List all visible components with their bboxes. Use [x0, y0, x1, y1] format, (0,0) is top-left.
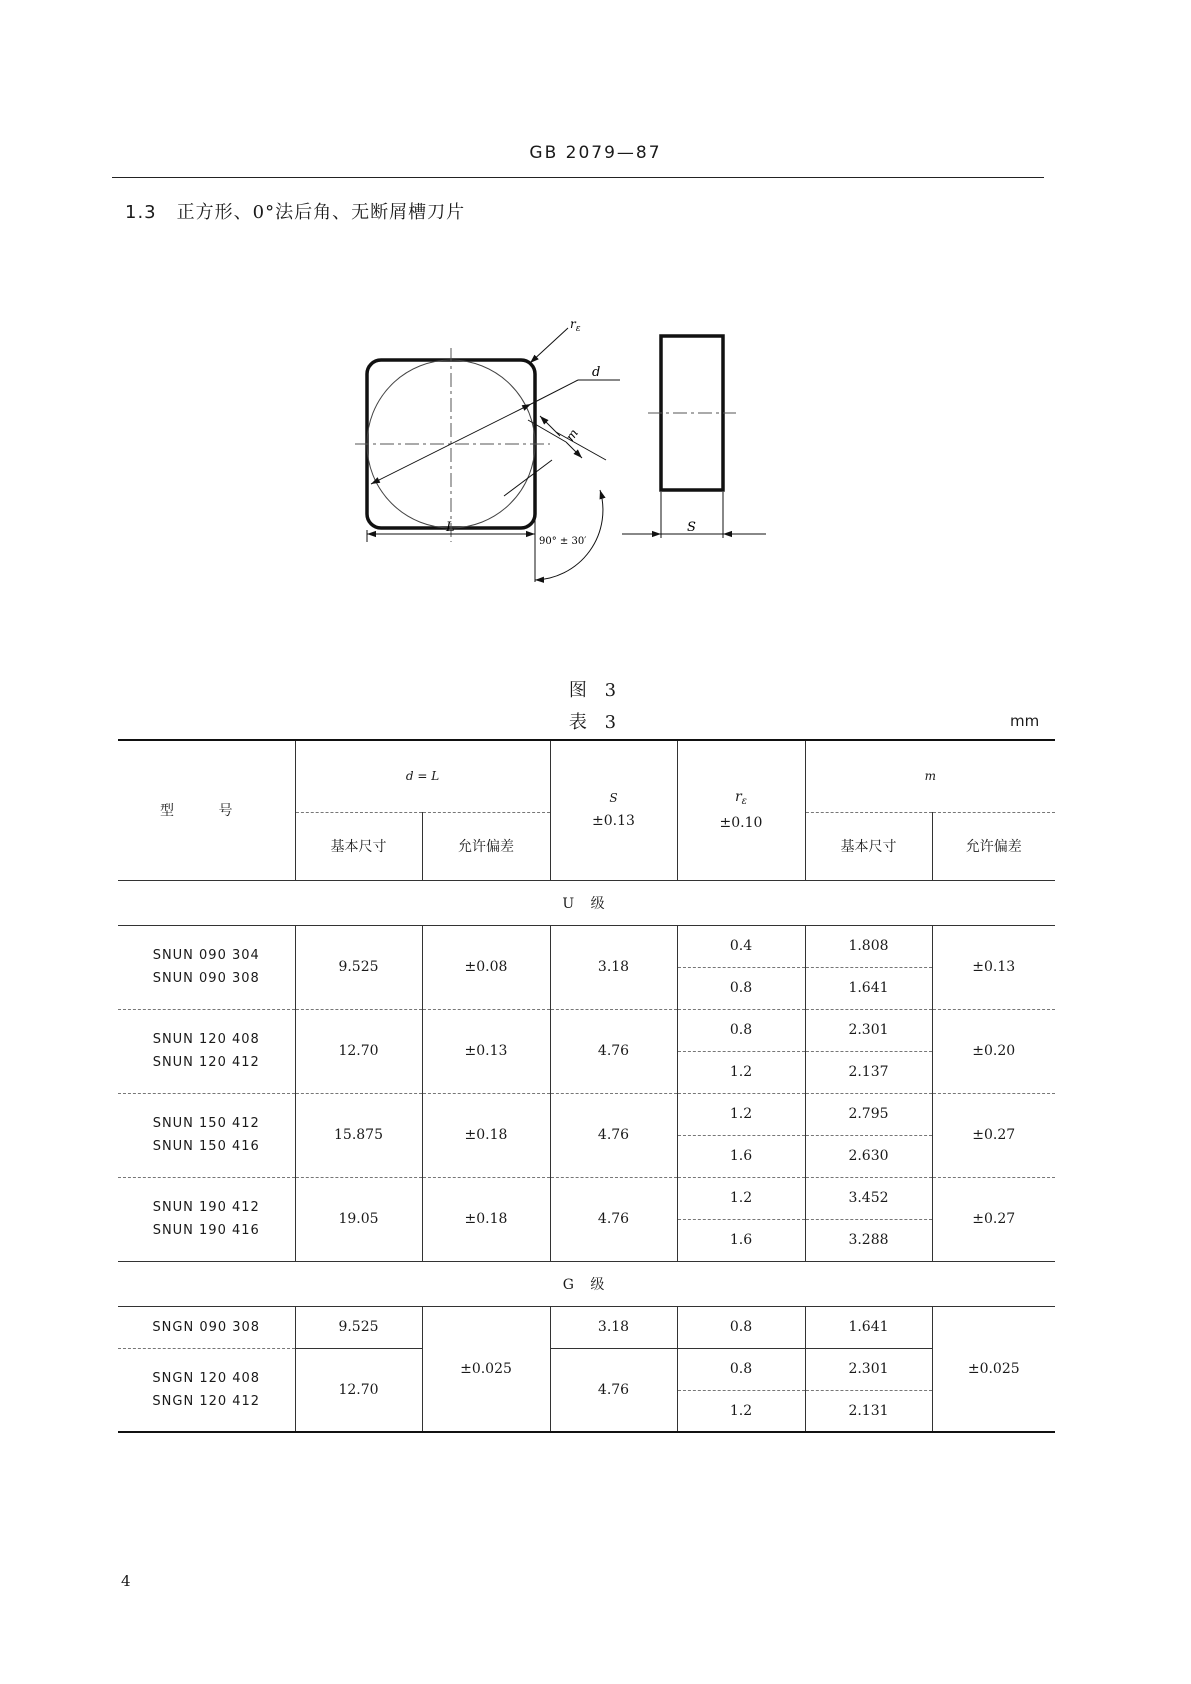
s-cell: 3.18 — [550, 1306, 677, 1348]
m-basic-cell: 1.808 — [805, 925, 932, 967]
m-basic-cell: 2.131 — [805, 1390, 932, 1432]
dl-basic-cell: 12.70 — [295, 1009, 422, 1093]
insert-specification-table — [118, 739, 1055, 1433]
m-basic-cell: 3.452 — [805, 1177, 932, 1219]
header-r-tolerance: ±0.10 — [719, 815, 763, 832]
header-rule — [112, 177, 1044, 178]
m-basic-cell: 3.288 — [805, 1219, 932, 1261]
table-row — [118, 1348, 1055, 1390]
header-m-tolerance: 允许偏差 — [932, 812, 1055, 880]
dl-basic-cell: 19.05 — [295, 1177, 422, 1261]
designation-cell: SNUN 190 416 — [118, 1219, 295, 1261]
table-row — [118, 1009, 1055, 1051]
figure-caption: 图 3 — [568, 680, 623, 701]
label-S: S — [687, 520, 696, 535]
r-epsilon-cell: 0.8 — [677, 1009, 805, 1051]
m-basic-cell: 2.630 — [805, 1135, 932, 1177]
header-dl-basic: 基本尺寸 — [295, 812, 422, 880]
label-L: L — [446, 520, 455, 535]
s-cell: 3.18 — [550, 925, 677, 1009]
dl-basic-cell: 15.875 — [295, 1093, 422, 1177]
s-cell: 4.76 — [550, 1177, 677, 1261]
r-epsilon-cell: 1.2 — [677, 1051, 805, 1093]
table-unit: mm — [1010, 712, 1040, 730]
grade-row — [118, 1261, 1055, 1306]
designation-cell: SNUN 190 412 — [118, 1177, 295, 1219]
designation-cell: SNGN 090 308 — [118, 1306, 295, 1348]
header-dl-tolerance: 允许偏差 — [422, 812, 550, 880]
m-basic-cell: 2.137 — [805, 1051, 932, 1093]
dl-tolerance-cell: ±0.13 — [422, 1009, 550, 1093]
designation-cell: SNUN 120 408 — [118, 1009, 295, 1051]
running-head: GB 2079—87 — [529, 143, 662, 163]
dl-tolerance-cell: ±0.18 — [422, 1093, 550, 1177]
m-basic-cell: 2.301 — [805, 1009, 932, 1051]
header-s — [550, 740, 677, 880]
m-basic-cell: 1.641 — [805, 1306, 932, 1348]
r-epsilon-cell: 1.6 — [677, 1135, 805, 1177]
table-row — [118, 1306, 1055, 1348]
insert-drawing — [330, 320, 850, 640]
label-d: d — [592, 365, 601, 380]
header-r-symbol: r — [734, 789, 742, 806]
designation-cell: SNUN 120 412 — [118, 1051, 295, 1093]
m-tolerance-cell: ±0.025 — [932, 1306, 1055, 1432]
r-epsilon-cell: 0.4 — [677, 925, 805, 967]
table-caption: 表 3 — [568, 712, 623, 733]
m-tolerance-cell: ±0.27 — [932, 1177, 1055, 1261]
s-cell: 4.76 — [550, 1348, 677, 1432]
dl-tolerance-cell: ±0.18 — [422, 1177, 550, 1261]
r-epsilon-cell: 1.2 — [677, 1093, 805, 1135]
label-r-epsilon: $r_\varepsilon$ — [570, 320, 581, 334]
section-title: 正方形、0°法后角、无断屑槽刀片 — [176, 202, 466, 223]
label-m: m — [562, 426, 581, 444]
m-basic-cell: 2.795 — [805, 1093, 932, 1135]
r-epsilon-cell: 0.8 — [677, 1306, 805, 1348]
grade-label: G 级 — [118, 1261, 1055, 1306]
dl-basic-cell: 9.525 — [295, 1306, 422, 1348]
s-cell: 4.76 — [550, 1009, 677, 1093]
table-row — [118, 1093, 1055, 1135]
header-d-equals-l: d = L — [295, 740, 550, 812]
header-designation: 型 号 — [118, 740, 295, 880]
m-basic-cell: 1.641 — [805, 967, 932, 1009]
designation-cell: SNUN 150 412 — [118, 1093, 295, 1135]
m-tolerance-cell: ±0.27 — [932, 1093, 1055, 1177]
r-epsilon-cell: 1.2 — [677, 1390, 805, 1432]
designation-cell: SNGN 120 408 — [118, 1348, 295, 1390]
table-row — [118, 925, 1055, 967]
dl-tolerance-cell: ±0.08 — [422, 925, 550, 1009]
section-number: 1.3 — [125, 202, 157, 223]
header-r-epsilon — [677, 740, 805, 880]
grade-label: U 级 — [118, 880, 1055, 925]
header-m-basic: 基本尺寸 — [805, 812, 932, 880]
header-s-symbol: S — [609, 791, 618, 806]
m-basic-cell: 2.301 — [805, 1348, 932, 1390]
header-m: m — [805, 740, 1055, 812]
r-epsilon-cell: 0.8 — [677, 967, 805, 1009]
label-angle: 90° ± 30′ — [539, 536, 587, 547]
dl-tolerance-cell: ±0.025 — [422, 1306, 550, 1432]
designation-cell: SNUN 150 416 — [118, 1135, 295, 1177]
m-tolerance-cell: ±0.13 — [932, 925, 1055, 1009]
dl-basic-cell: 9.525 — [295, 925, 422, 1009]
section-heading — [125, 198, 465, 224]
s-cell: 4.76 — [550, 1093, 677, 1177]
m-tolerance-cell: ±0.20 — [932, 1009, 1055, 1093]
designation-cell: SNGN 120 412 — [118, 1390, 295, 1432]
page-number: 4 — [121, 1572, 131, 1590]
r-epsilon-cell: 1.2 — [677, 1177, 805, 1219]
dl-basic-cell: 12.70 — [295, 1348, 422, 1432]
r-epsilon-cell: 1.6 — [677, 1219, 805, 1261]
designation-cell: SNUN 090 304 — [118, 925, 295, 967]
designation-cell: SNUN 090 308 — [118, 967, 295, 1009]
r-epsilon-cell: 0.8 — [677, 1348, 805, 1390]
table-row — [118, 1177, 1055, 1219]
header-r-subscript: ε — [741, 796, 748, 808]
header-s-tolerance: ±0.13 — [592, 813, 635, 830]
grade-row — [118, 880, 1055, 925]
